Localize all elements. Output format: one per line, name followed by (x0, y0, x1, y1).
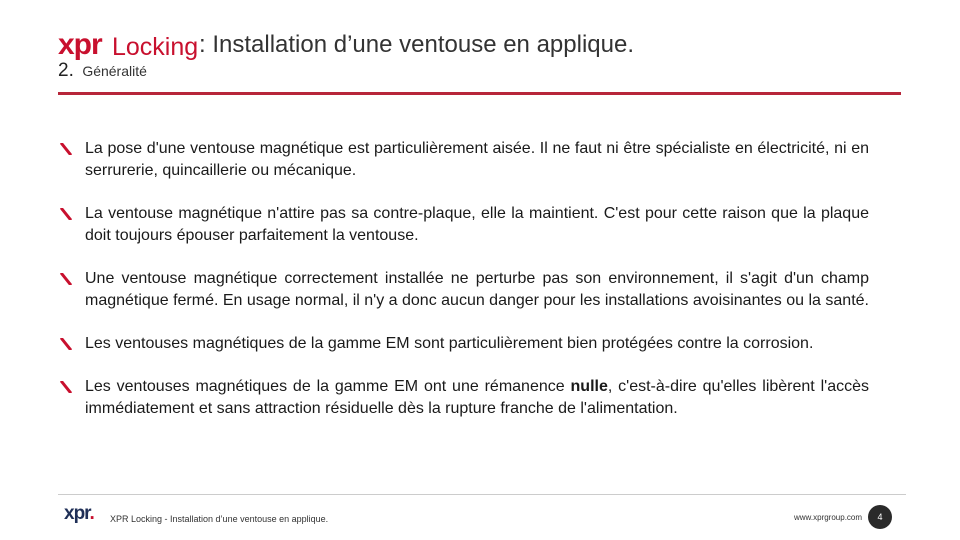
bullet-text: La ventouse magnétique n'attire pas sa contre-plaque, elle la maintient. C'est pour cette raison que la plaque doit toujours épouser parfaitement la ventouse. (85, 205, 869, 244)
bullet-text (85, 378, 869, 417)
bullet-item (60, 138, 869, 182)
bullet-text-start: Les ventouses magnétiques de la gamme EM ont une rémanence (85, 378, 571, 395)
footer-divider (58, 494, 906, 495)
page-number-badge: 4 (868, 505, 892, 529)
bullet-item (60, 268, 869, 312)
footer-logo-dot: . (89, 503, 94, 524)
bullet-text: Les ventouses magnétiques de la gamme EM sont particulièrement bien protégées contre la corrosion. (85, 335, 814, 352)
bullet-item (60, 333, 869, 355)
footer-logo-text: xpr (64, 503, 90, 524)
page-title: : Installation d’une ventouse en applique. (199, 31, 634, 58)
bullet-text: La pose d'une ventouse magnétique est particulièrement aisée. Il ne faut ni être spécialiste en électricité, ni en serrurerie, quincaillerie ou mécanique. (85, 140, 869, 179)
brand-logo-xpr: xpr (58, 28, 102, 61)
bullet-item (60, 376, 869, 420)
section-heading (58, 60, 147, 82)
bullet-text-emphasis: nulle (570, 378, 608, 395)
slash-bullet-icon (60, 143, 72, 155)
bullet-item (60, 203, 869, 247)
bullet-text: Une ventouse magnétique correctement installée ne perturbe pas son environnement, il s'agit d'un champ magnétique fermé. En usage normal, il n'y a donc aucun danger pour les installations avoisinantes ou la santé. (85, 270, 869, 309)
bullet-list (60, 138, 869, 441)
bullet-text-end: , c'est-à-dire qu'elles libèrent l'accès immédiatement et sans attraction résiduelle dès la rupture franche de l'alimentation. (85, 378, 870, 417)
slash-bullet-icon (60, 338, 72, 350)
slash-bullet-icon (60, 208, 72, 220)
footer-caption: XPR Locking - Installation d’une ventouse en applique. (110, 514, 329, 524)
header-divider (58, 92, 901, 95)
section-number: 2. (58, 60, 74, 81)
slash-bullet-icon (60, 381, 72, 393)
footer-url: www.xprgroup.com (794, 513, 863, 522)
footer-logo (64, 503, 94, 525)
section-label: Généralité (82, 63, 147, 79)
slash-bullet-icon (60, 273, 72, 285)
brand-logo-locking: Locking (112, 33, 199, 61)
